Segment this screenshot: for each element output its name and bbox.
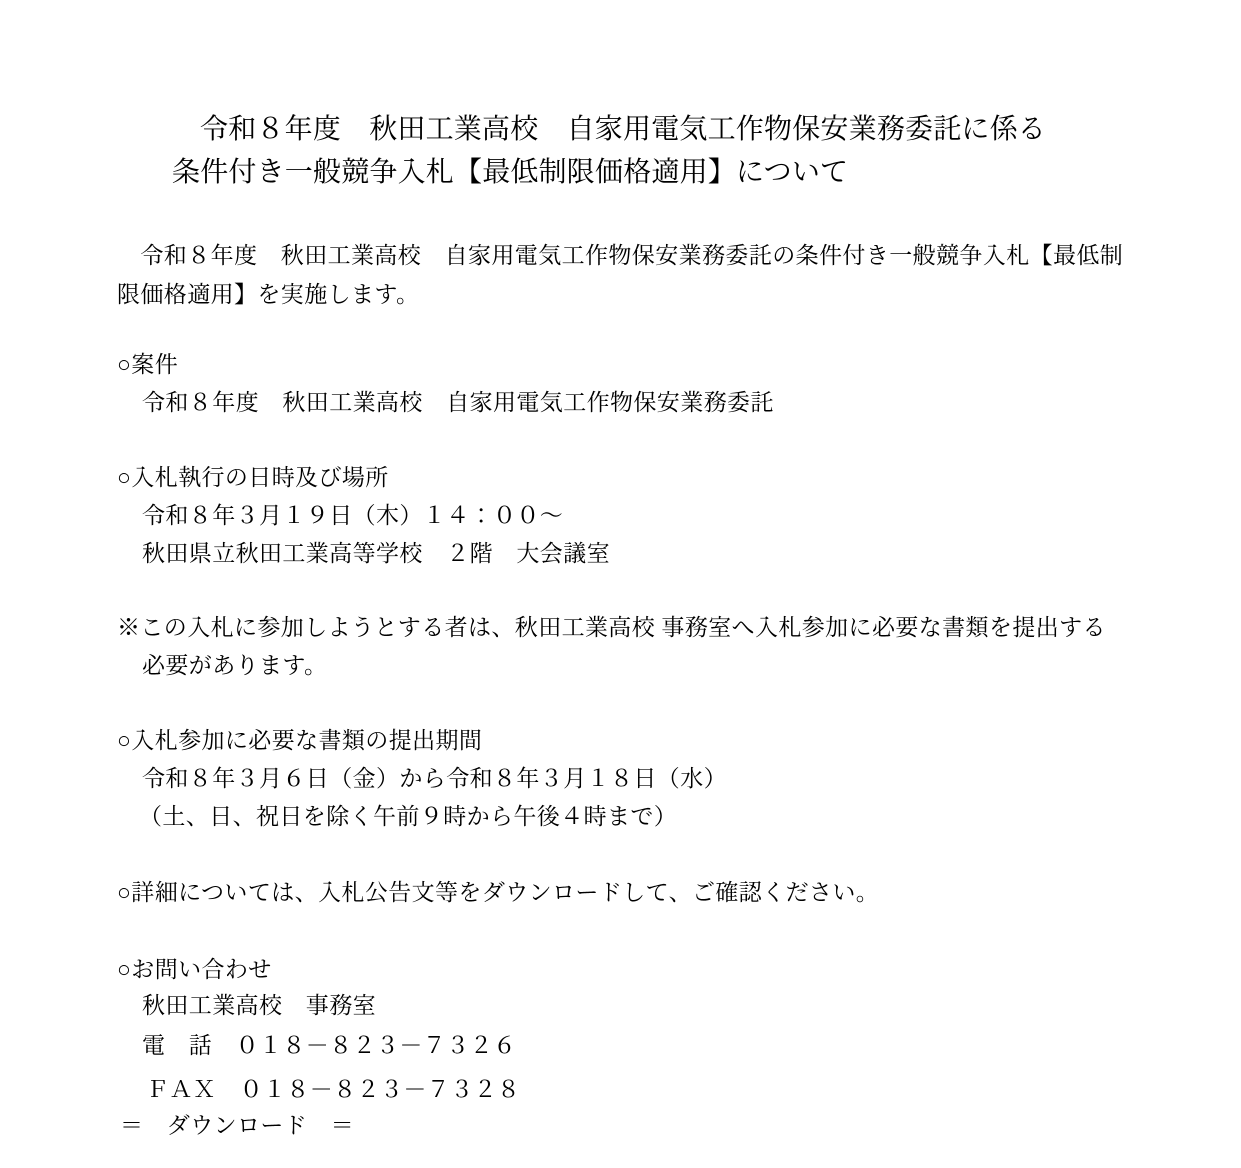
details-download-instruction: ○詳細については、入札公告文等をダウンロードして、ご確認ください。 (117, 880, 880, 905)
intro-paragraph-line1: 令和８年度 秋田工業高校 自家用電気工作物保安業務委託の条件付き一般競争入札【最低制 (117, 243, 1124, 268)
intro-paragraph-line2: 限価格適用】を実施します。 (117, 282, 420, 307)
section-heading-submission-period: ○入札参加に必要な書類の提出期間 (117, 728, 483, 753)
contact-fax: ＦＡＸ ０１８－８２３－７３２８ (146, 1077, 521, 1102)
contact-office: 秋田工業高校 事務室 (142, 993, 376, 1018)
participation-note-line1: ※この入札に参加しようとする者は、秋田工業高校 事務室へ入札参加に必要な書類を提出する (117, 615, 1106, 640)
download-divider: ＝ ダウンロード ＝ (120, 1113, 354, 1138)
submission-period-exception: （土、日、祝日を除く午前９時から午後４時まで） (139, 804, 678, 829)
participation-note-line2: 必要があります。 (142, 653, 328, 678)
page-title-line1: 令和８年度 秋田工業高校 自家用電気工作物保安業務委託に係る (200, 114, 1047, 145)
section-heading-execution: ○入札執行の日時及び場所 (117, 465, 389, 490)
execution-datetime: 令和８年３月１９日（木）１４：００～ (142, 503, 564, 528)
section-heading-anken: ○案件 (117, 352, 179, 377)
submission-period-dates: 令和８年３月６日（金）から令和８年３月１８日（水） (142, 766, 727, 791)
section-heading-contact: ○お問い合わせ (117, 957, 272, 982)
contact-tel: 電 話 ０１８－８２３－７３２６ (142, 1033, 517, 1058)
execution-place: 秋田県立秋田工業高等学校 ２階 大会議室 (142, 541, 610, 566)
page-title-line2: 条件付き一般競争入札【最低制限価格適用】について (172, 157, 849, 188)
section-anken-body: 令和８年度 秋田工業高校 自家用電気工作物保安業務委託 (142, 390, 774, 415)
